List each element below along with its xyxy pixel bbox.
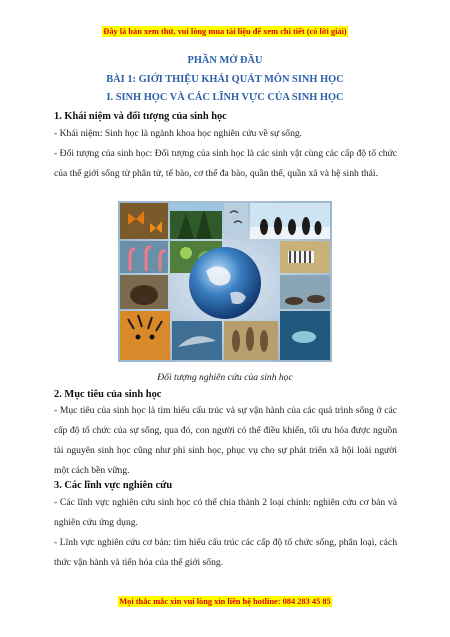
section-2-paragraph-1: - Mục tiêu của sinh học là tìm hiểu cấu trúc và sự vận hành của các quá trình sống ở các cấp độ tổ chức của sự sống, qua đó, con người có thể điều khiển, tối ưu hóa được nguồn tài nguyên sinh học cũng như phi sinh học, phục vụ cho sự phát triển xã hội loài người một cách bền vững. <box>54 405 397 476</box>
section-2-title: 2. Mục tiêu của sinh học <box>54 389 162 400</box>
underwater-photo <box>280 311 330 360</box>
section-1-title: 1. Khái niệm và đối tượng của sinh học <box>54 111 227 122</box>
organisms-collage-image <box>118 201 332 362</box>
part-heading: PHẦN MỞ ĐẦU <box>187 55 263 66</box>
bear-photo <box>120 275 168 309</box>
zebras-photo <box>280 241 330 273</box>
flamingos-photo <box>120 241 168 273</box>
collage-svg <box>118 201 332 362</box>
section-3-paragraph-2: - Lĩnh vực nghiên cứu cơ bản: tìm hiểu cấu trúc các cấp độ tổ chức sống, phân loại, cách thức vận hành và tiến hóa của thế giới sống. <box>54 537 397 568</box>
preview-notice-text: Đây là bản xem thử, vui lòng mua tài liệu để xem chi tiết (có lời giải) <box>103 27 347 36</box>
section-1-paragraph-2: - Đối tượng của sinh học: Đối tượng của sinh học là các sinh vật cùng các cấp độ tổ chức của thế giới sống từ phân tử, tế bào, cơ thể đa bào, quần thể, quần xã và hệ sinh thái. <box>54 148 397 179</box>
earth-globe <box>189 247 261 319</box>
meerkats-photo <box>224 321 278 360</box>
section-heading: I. SINH HỌC VÀ CÁC LĨNH VỰC CỦA SINH HỌC <box>106 92 344 103</box>
section-3-paragraph-1: - Các lĩnh vực nghiên cứu sinh học có thể chia thành 2 loại chính: nghiên cứu cơ bản và nghiên cứu ứng dụng. <box>54 497 397 528</box>
tiger-photo <box>120 311 170 360</box>
hotline-banner <box>0 597 450 606</box>
butterflies-photo <box>120 203 168 239</box>
forest-photo <box>170 203 222 239</box>
seals-photo <box>280 275 330 309</box>
figure-caption: Đối tượng nghiên cứu của sinh học <box>157 372 293 383</box>
birds-photo <box>224 203 248 239</box>
hotline-text: Mọi thắc mắc xin vui lòng xin liên hệ hotline: 084 283 45 85 <box>119 597 331 606</box>
lesson-heading: BÀI 1: GIỚI THIỆU KHÁI QUÁT MÔN SINH HỌC <box>106 74 344 85</box>
section-3-title: 3. Các lĩnh vực nghiên cứu <box>54 480 173 491</box>
section-1-paragraph-1: - Khái niệm: Sinh học là ngành khoa học nghiên cứu về sự sống. <box>54 128 303 139</box>
penguins-photo <box>250 203 330 239</box>
dolphin-photo <box>172 321 222 360</box>
preview-notice-banner <box>0 27 450 36</box>
